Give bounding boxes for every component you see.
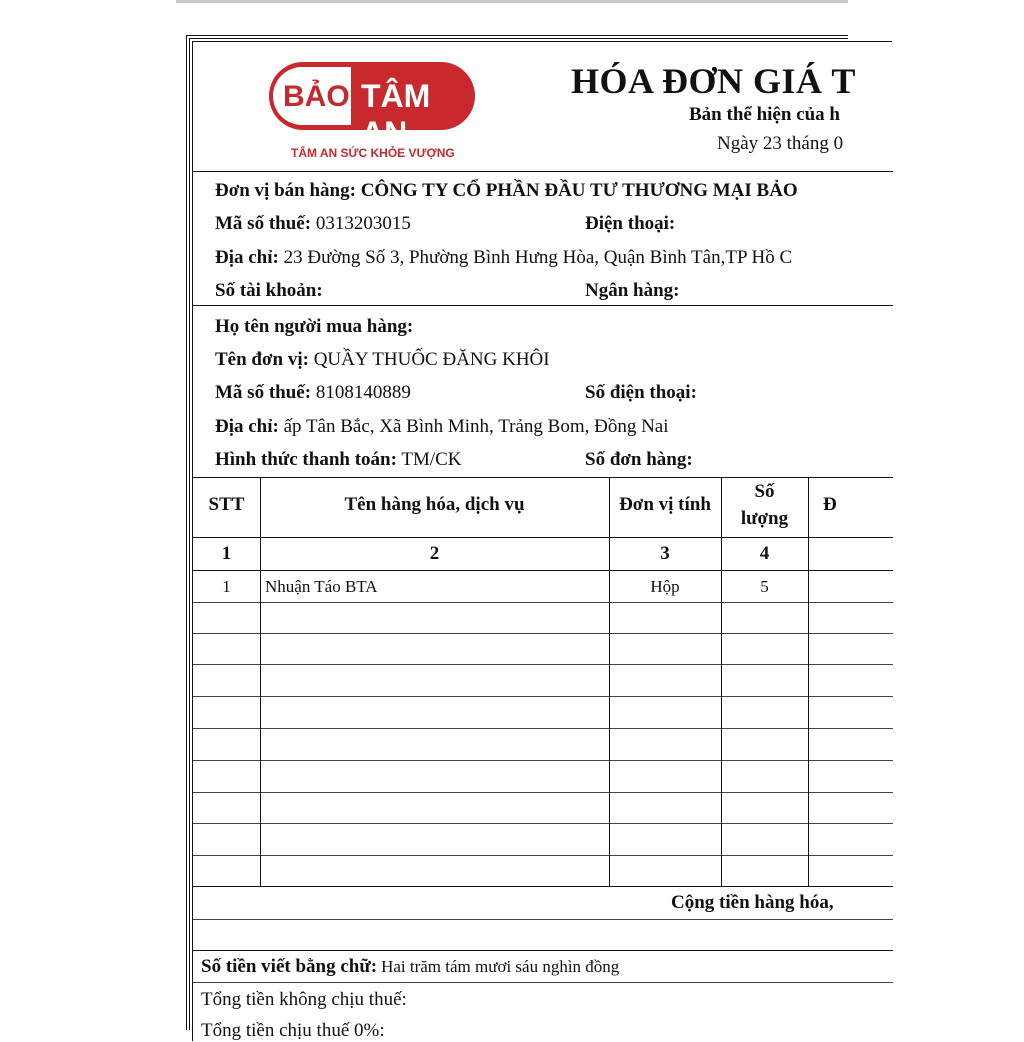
brand-logo (269, 62, 475, 151)
buyer-name-label: Họ tên người mua hàng: (215, 316, 414, 337)
buyer-address-row (215, 416, 669, 438)
buyer-phone-label: Số điện thoại: (585, 382, 697, 403)
buyer-payment-label: Hình thức thanh toán: (215, 449, 397, 470)
col-divider-name (609, 477, 610, 886)
seller-name-row (215, 180, 798, 202)
seller-tax-label: Mã số thuế: (215, 213, 312, 234)
index-col-4: 4 (759, 543, 770, 564)
header-unit: Đơn vị tính (619, 494, 711, 515)
table-body-bottom (193, 886, 893, 887)
invoice-frame (192, 41, 892, 1041)
table-row-line (193, 855, 893, 856)
logo-slogan: TÂM AN SỨC KHỎE VƯỢNG (291, 146, 455, 160)
buyer-order-label: Số đơn hàng: (585, 449, 693, 470)
col-divider-unit (721, 477, 722, 886)
header-qty-line2: lượng (740, 508, 789, 529)
seller-name-value: CÔNG TY CỔ PHẦN ĐẦU TƯ THƯƠNG MẠI BẢO (360, 180, 798, 201)
divider-header (193, 171, 893, 172)
buyer-tax-value: 8108140889 (315, 382, 411, 403)
seller-address-row (215, 247, 792, 269)
table-header-border (193, 537, 893, 538)
header-stt: STT (208, 494, 245, 515)
table-row-line (193, 633, 893, 634)
table-row-line (193, 728, 893, 729)
seller-bank-label: Ngân hàng: (585, 280, 680, 301)
seller-phone-label: Điện thoại: (585, 213, 676, 234)
index-col-3: 3 (660, 543, 670, 564)
buyer-address-label: Địa chỉ: (215, 416, 279, 437)
table-row-line (193, 664, 893, 665)
words-line (193, 982, 893, 983)
table-row-line (193, 696, 893, 697)
index-col-2: 2 (429, 543, 440, 564)
header-qty-line1: Số (754, 481, 775, 502)
buyer-unit-row (215, 349, 550, 371)
logo-text-left: BẢO (283, 80, 350, 113)
col-divider-stt (260, 477, 261, 886)
top-rule (176, 0, 848, 3)
invoice-title: HÓA ĐƠN GIÁ T (571, 61, 856, 101)
amount-in-words-label: Số tiền viết bằng chữ: (201, 956, 378, 977)
amount-in-words-value: Hai trăm tám mươi sáu nghìn đồng (381, 957, 620, 976)
logo-text-right: TÂM AN (361, 78, 431, 151)
seller-address-value: 23 Đường Số 3, Phường Bình Hưng Hòa, Quận Bình Tân,TP Hồ C (283, 247, 793, 268)
table-row-line (193, 823, 893, 824)
invoice-subtitle: Bản thể hiện của h (689, 104, 840, 125)
table-row-line (193, 760, 893, 761)
row-1-unit: Hộp (650, 577, 680, 596)
row-1-stt: 1 (222, 577, 231, 596)
buyer-unit-value: QUẦY THUỐC ĐĂNG KHÔI (313, 349, 550, 370)
seller-tax-value: 0313203015 (315, 213, 411, 234)
taxable-0-total-label: Tổng tiền chịu thuế 0%: (201, 1020, 385, 1041)
table-row-line (193, 602, 893, 603)
seller-account-label: Số tài khoản: (215, 280, 323, 301)
index-col-1: 1 (221, 543, 232, 564)
buyer-payment-row (215, 449, 462, 471)
header-product-name: Tên hàng hóa, dịch vụ (344, 494, 525, 515)
buyer-unit-label: Tên đơn vị: (215, 349, 309, 370)
col-divider-qty (808, 477, 809, 886)
seller-address-label: Địa chỉ: (215, 247, 279, 268)
non-taxable-total-label: Tổng tiền không chịu thuế: (201, 989, 407, 1010)
header-price: Đ (823, 494, 837, 515)
buyer-tax-row (215, 382, 411, 404)
invoice-sheet (186, 35, 856, 1041)
seller-tax-row (215, 213, 411, 235)
invoice-date: Ngày 23 tháng 0 (717, 133, 844, 154)
table-index-border (193, 570, 893, 571)
buyer-address-value: ấp Tân Bắc, Xã Bình Minh, Trảng Bom, Đồng Nai (283, 416, 669, 437)
buyer-payment-value: TM/CK (401, 449, 462, 470)
row-1-product-name: Nhuận Táo BTA (265, 577, 378, 596)
row-1-qty: 5 (760, 577, 769, 596)
seller-name-label: Đơn vị bán hàng: (215, 180, 356, 201)
totals-bottom (193, 950, 893, 951)
totals-line (193, 919, 893, 920)
divider-seller (193, 305, 893, 306)
goods-total-label: Cộng tiền hàng hóa, (671, 892, 834, 913)
table-row-line (193, 792, 893, 793)
amount-in-words-row (201, 956, 619, 978)
buyer-tax-label: Mã số thuế: (215, 382, 312, 403)
table-top-border (193, 477, 893, 478)
